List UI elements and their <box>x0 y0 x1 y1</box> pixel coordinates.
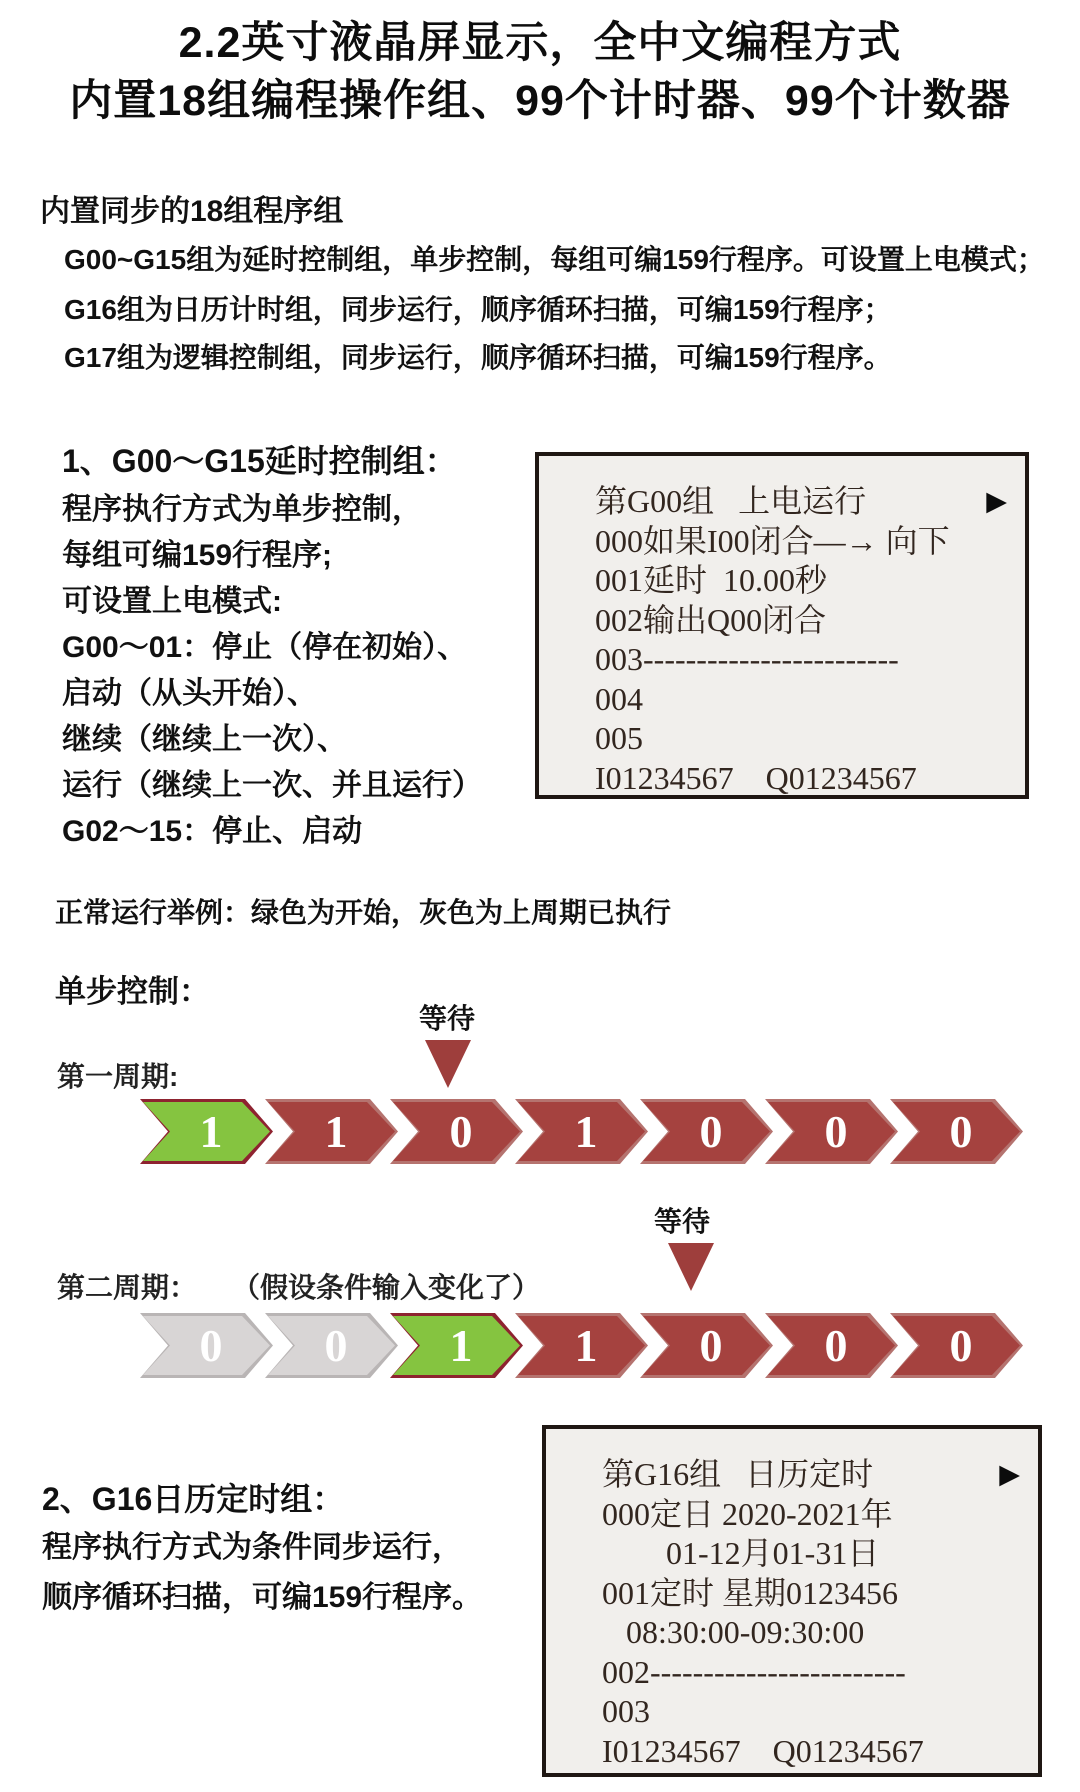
intro-line: G17组为逻辑控制组，同步运行，顺序循环扫描，可编159行程序。 <box>64 342 892 373</box>
step-arrow <box>515 1313 648 1378</box>
section1-line: G02～15：停止、启动 <box>62 815 363 848</box>
step-arrow <box>265 1099 398 1164</box>
step-arrow-value: 0 <box>699 1106 723 1157</box>
step-arrow-value: 0 <box>449 1106 473 1157</box>
lcd1-line: 002输出Q00闭合 <box>595 601 827 638</box>
step-arrow <box>265 1313 398 1378</box>
step-arrow <box>890 1313 1023 1378</box>
step-arrow <box>140 1313 273 1378</box>
lcd1-line: 003------------------------ <box>595 641 899 677</box>
cycle2-label: 第二周期： <box>57 1272 198 1303</box>
step-arrow-value: 0 <box>824 1106 848 1157</box>
step-arrow-value: 1 <box>324 1106 348 1157</box>
intro-line: G00~G15组为延时控制组，单步控制，每组可编159行程序。可设置上电模式； <box>64 244 1045 275</box>
wait-label-1: 等待 <box>419 1003 476 1034</box>
lcd1-header-row <box>595 482 1009 522</box>
lcd2-line: 01-12月01-31日 <box>602 1535 880 1571</box>
wait-triangle-icon-2 <box>668 1243 714 1291</box>
lcd1-line: 000如果I00闭合—→ 向下 <box>595 522 950 559</box>
section1-line: 启动（从头开始）、 <box>62 677 317 710</box>
cycle1-label: 第一周期: <box>57 1061 179 1092</box>
mode-label: 单步控制： <box>55 974 210 1009</box>
step-arrow-value: 0 <box>324 1320 348 1371</box>
lcd2-line: 003 <box>602 1693 650 1729</box>
lcd1-line: 004 <box>595 680 643 717</box>
step-arrow <box>765 1313 898 1378</box>
lcd1-status-line: I01234567 Q01234567 <box>595 759 917 796</box>
cycle1-step-row <box>140 1099 1023 1164</box>
wait-label-2: 等待 <box>654 1206 711 1237</box>
lcd1-line: 005 <box>595 720 643 756</box>
step-arrow-value: 1 <box>449 1320 473 1371</box>
lcd2-line: 000定日 2020-2021年 <box>602 1495 893 1532</box>
wait-triangle-icon-1 <box>425 1040 471 1088</box>
intro-heading: 内置同步的18组程序组 <box>40 195 344 228</box>
lcd2-line: 001定时 星期0123456 <box>602 1574 899 1611</box>
step-arrow <box>515 1099 648 1164</box>
lcd2-line: 002------------------------ <box>602 1653 906 1690</box>
lcd1-line: 001延时 10.00秒 <box>595 562 828 598</box>
lcd2-status-line: I01234567 Q01234567 <box>602 1732 924 1769</box>
lcd2-line: 08:30:00-09:30:00 <box>602 1614 865 1650</box>
section1-line: 程序执行方式为单步控制， <box>62 493 422 526</box>
section2-line: 程序执行方式为条件同步运行， <box>42 1531 462 1564</box>
section2-line: 顺序循环扫描，可编159行程序。 <box>42 1581 483 1614</box>
step-arrow <box>765 1099 898 1164</box>
intro-line: G16组为日历计时组，同步运行，顺序循环扫描，可编159行程序； <box>64 294 892 325</box>
lcd2-header: 第G16组 日历定时 <box>602 1456 874 1492</box>
lcd-screen-1 <box>535 452 1029 799</box>
lcd2-header-row <box>602 1455 1022 1495</box>
step-arrow <box>390 1313 523 1378</box>
main-title <box>0 14 1080 130</box>
step-arrow-value: 0 <box>199 1320 223 1371</box>
play-cursor-icon: ▶ <box>986 486 1007 517</box>
step-arrow <box>890 1099 1023 1164</box>
step-arrow-value: 1 <box>574 1320 598 1371</box>
main-title-line-1: 2.2英寸液晶屏显示，全中文编程方式 <box>178 19 902 67</box>
section1-line: 可设置上电模式: <box>62 585 282 618</box>
section1-heading: 1、G00～G15延时控制组： <box>62 443 457 479</box>
step-arrow-value: 0 <box>699 1320 723 1371</box>
step-arrow-value: 0 <box>824 1320 848 1371</box>
section1-line: 继续（继续上一次）、 <box>62 723 347 756</box>
lcd-screen-2 <box>542 1425 1042 1777</box>
section1-line: 运行（继续上一次、并且运行） <box>62 769 482 802</box>
step-arrow-value: 0 <box>949 1106 973 1157</box>
cycle2-step-row <box>140 1313 1023 1378</box>
cycle2-note: （假设条件输入变化了） <box>232 1272 541 1303</box>
section2-heading: 2、G16日历定时组： <box>42 1481 345 1517</box>
step-arrow <box>140 1099 273 1164</box>
step-arrow-value: 1 <box>199 1106 223 1157</box>
section1-line: G00～01：停止（停在初始）、 <box>62 631 468 664</box>
step-arrow <box>640 1313 773 1378</box>
main-title-line-2: 内置18组编程操作组、99个计时器、99个计数器 <box>69 77 1011 125</box>
section1-line: 每组可编159行程序; <box>62 539 333 572</box>
step-arrow <box>640 1099 773 1164</box>
example-caption: 正常运行举例：绿色为开始，灰色为上周期已执行 <box>55 897 672 928</box>
step-arrow <box>390 1099 523 1164</box>
lcd1-header: 第G00组 上电运行 <box>595 483 867 519</box>
play-cursor-icon: ▶ <box>999 1459 1020 1490</box>
step-arrow-value: 0 <box>949 1320 973 1371</box>
step-arrow-value: 1 <box>574 1106 598 1157</box>
